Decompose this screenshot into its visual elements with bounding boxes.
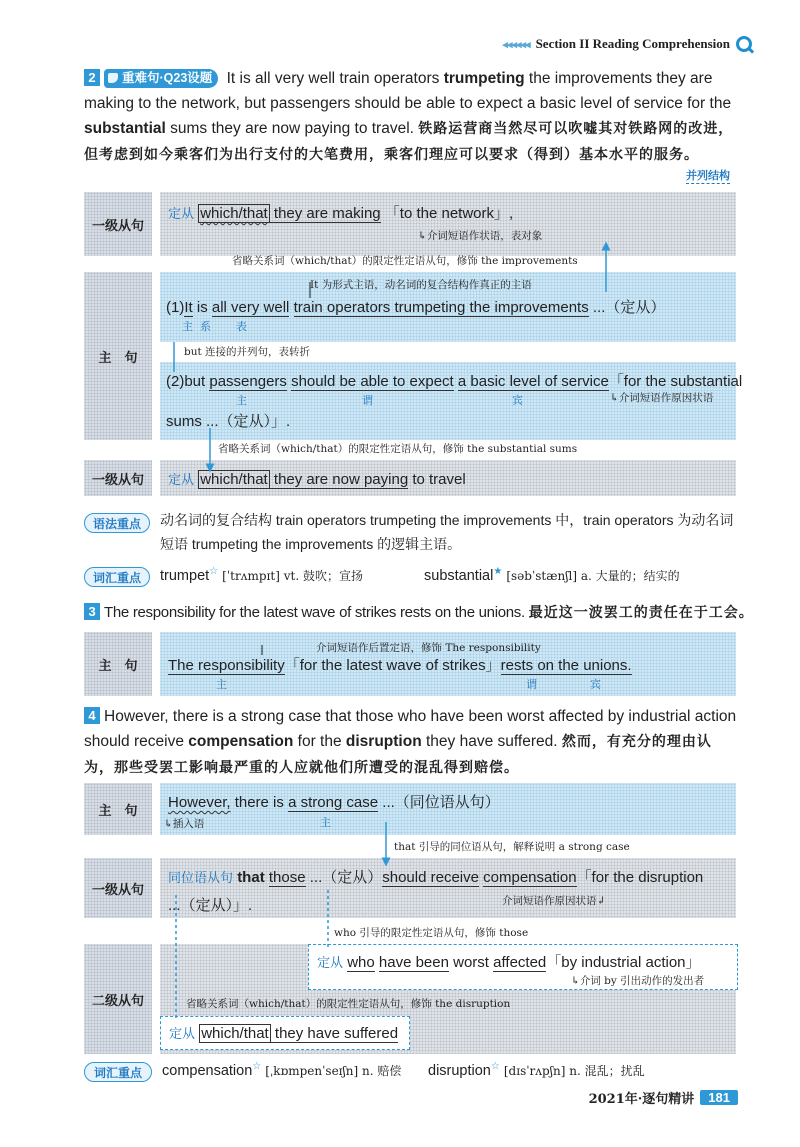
object: a basic level of service bbox=[457, 373, 609, 390]
clause-text: there is bbox=[230, 794, 289, 811]
clause-text: 「for the substantial bbox=[608, 373, 743, 390]
phonetic: [ˈtrʌmpɪt] bbox=[222, 569, 280, 583]
keyword: compensation bbox=[188, 733, 294, 750]
level-label: 主 句 bbox=[84, 783, 152, 835]
object: on the unions. bbox=[533, 657, 632, 674]
subject: those bbox=[268, 869, 306, 886]
page-number: 181 bbox=[700, 1090, 738, 1105]
subject: passengers bbox=[209, 373, 287, 390]
footer-text: 2021年·逐句精讲 bbox=[588, 1092, 695, 1107]
grammar-focus-label: 语法重点 bbox=[84, 513, 150, 533]
level-label: 一级从句 bbox=[84, 460, 152, 496]
clause-type: 定从 bbox=[317, 956, 344, 971]
annotation: ↳介词短语作状语，表对象 bbox=[418, 230, 543, 242]
clause-text: 「for the disruption bbox=[576, 869, 704, 886]
annotation: who 引导的限定性定语从句，修饰 those bbox=[334, 927, 529, 939]
phonetic: [dɪsˈrʌpʃn] bbox=[503, 1064, 566, 1078]
vocab-word: trumpet bbox=[160, 568, 210, 584]
predicate: have been bbox=[378, 954, 449, 971]
relative-word: which/that bbox=[200, 471, 268, 488]
definition: a. 大量的；结实的 bbox=[577, 569, 680, 583]
predicative: all very well bbox=[211, 299, 290, 316]
level-label: 一级从句 bbox=[84, 192, 152, 256]
clause-text: ...（定从）」. bbox=[168, 897, 253, 914]
annotation: but 连接的并列句，表转折 bbox=[184, 346, 311, 358]
grammar-mark: 表 bbox=[236, 320, 247, 333]
conjunction: that bbox=[237, 869, 265, 886]
definition: n. 混乱；扰乱 bbox=[565, 1064, 645, 1078]
grammar-mark: 主 bbox=[236, 394, 247, 407]
clause-text: to travel bbox=[408, 471, 466, 488]
arrows-icon: ◂◂◂◂◂◂ bbox=[502, 38, 530, 51]
translation: 铁路运营商当然尽可以吹嘘其对铁路网的改进，但考虑到如今乘客们为出行支付的大笔费用，乘客们理应可以要求（得到）基本水平的服务。 bbox=[84, 121, 734, 163]
clause-type: 定从 bbox=[168, 473, 195, 488]
annotation: It 为形式主语，动名词的复合结构作真正的主语 bbox=[310, 279, 532, 291]
clause-text: sums ...（定从）」. bbox=[166, 413, 291, 430]
note-text: 介词短语作状语，表对象 bbox=[426, 230, 543, 242]
level-label: 二级从句 bbox=[84, 944, 152, 1054]
sentence-number: 2 bbox=[84, 69, 100, 86]
level-label: 主 句 bbox=[84, 272, 152, 440]
subject: The responsibility bbox=[168, 657, 285, 674]
annotation: 省略关系词（which/that）的限定性定语从句，修饰 the improvements bbox=[232, 255, 578, 267]
structure-tag: 并列结构 bbox=[686, 169, 730, 182]
text: sums they are now paying to travel. bbox=[165, 120, 419, 137]
translation: 然而，有充分的理由认为，那些受罢工影响最严重的人应就他们所遭受的混乱得到赔偿。 bbox=[84, 734, 712, 776]
text: The responsibility for the latest wave of strikes rests on the unions. bbox=[104, 604, 529, 621]
note-text: 介词短语作原因状语 bbox=[618, 392, 714, 404]
grammar-mark: 谓 bbox=[526, 678, 537, 691]
clause-text: they are making bbox=[269, 205, 381, 222]
verb: is bbox=[192, 299, 212, 316]
phonetic: [ˌkɒmpenˈseɪʃn] bbox=[265, 1064, 359, 1078]
annotation: 省略关系词（which/that）的限定性定语从句，修饰 the substantial sums bbox=[218, 443, 578, 455]
annotation: ↳介词短语作原因状语 bbox=[610, 392, 714, 404]
note-text: 介词 by 引出动作的发出者 bbox=[579, 975, 705, 987]
grammar-mark: 系 bbox=[200, 320, 211, 333]
relative-word: which/that bbox=[201, 1025, 269, 1042]
relative-word: who bbox=[347, 954, 375, 971]
sentence-number: 3 bbox=[84, 603, 100, 620]
annotation: ↳介词 by 引出动作的发出者 bbox=[571, 975, 705, 987]
clause-type: 定从 bbox=[169, 1027, 196, 1042]
predicate: should receive bbox=[382, 869, 479, 886]
note-text: 插入语 bbox=[172, 818, 205, 830]
grammar-mark: 谓 bbox=[362, 394, 373, 407]
note-text: 介词短语作原因状语 bbox=[502, 895, 597, 907]
star-icon: ☆ bbox=[490, 1061, 500, 1072]
star-icon: ☆ bbox=[252, 1061, 262, 1072]
vocab-word: substantial bbox=[424, 568, 494, 584]
clause-text: 「by industrial action」 bbox=[546, 954, 701, 971]
definition: vt. 鼓吹；宣扬 bbox=[279, 569, 363, 583]
grammar-mark: 主 bbox=[182, 320, 193, 333]
grammar-mark: 宾 bbox=[590, 678, 601, 691]
definition: n. 赔偿 bbox=[358, 1064, 402, 1078]
clause-text: they have suffered bbox=[270, 1025, 399, 1042]
clause-text: (2)but bbox=[166, 373, 210, 390]
difficulty-tag: 重难句·Q23设题 bbox=[104, 69, 218, 88]
level-label: 一级从句 bbox=[84, 858, 152, 918]
clause-text: they are now bbox=[269, 471, 364, 488]
clause-text: ...（同位语从句） bbox=[378, 794, 500, 811]
clause-type: 定从 bbox=[168, 207, 195, 222]
clause-text: paying bbox=[363, 471, 409, 488]
insertion: However, bbox=[168, 794, 231, 811]
subject: It bbox=[184, 299, 193, 316]
vocab-focus-label: 词汇重点 bbox=[84, 567, 150, 587]
star-icon: ★ bbox=[493, 566, 503, 577]
annotation: 介词短语作后置定语，修饰 The responsibility bbox=[316, 642, 541, 654]
phonetic: [səbˈstænʃl] bbox=[506, 569, 578, 583]
text: However, there is a strong case that those who have been worst affected by industrial action should receive bbox=[84, 708, 737, 750]
grammar-mark: 宾 bbox=[512, 394, 523, 407]
vocab-word: disruption bbox=[428, 1063, 491, 1079]
clause-text: ...（定从） bbox=[588, 299, 666, 316]
text: for the bbox=[293, 733, 346, 750]
level-label: 主 句 bbox=[84, 632, 152, 696]
vocab-focus-label: 词汇重点 bbox=[84, 1062, 152, 1082]
annotation: 介词短语作原因状语↲ bbox=[502, 895, 606, 907]
annotation: ↳插入语 bbox=[164, 818, 205, 830]
predicate: should be able to expect bbox=[291, 373, 454, 390]
grammar-note: 动名词的复合结构 train operators trumpeting the improvements 中，train operators 为动名词短语 trumpeting the improvements 的逻辑主语。 bbox=[160, 512, 734, 552]
annotation: 省略关系词（which/that）的限定性定语从句，修饰 the disruption bbox=[186, 998, 511, 1010]
clause-text: worst bbox=[448, 954, 494, 971]
predicate: affected bbox=[493, 954, 547, 971]
text: they have suffered. bbox=[421, 733, 562, 750]
grammar-mark: 主 bbox=[216, 678, 227, 691]
vocab-word: compensation bbox=[162, 1063, 253, 1079]
clause-text: 「to the network」, bbox=[384, 205, 514, 222]
object: compensation bbox=[483, 869, 577, 886]
clause-text: ...（定从） bbox=[305, 869, 383, 886]
star-icon: ☆ bbox=[209, 566, 219, 577]
annotation: that 引导的同位语从句，解释说明 a strong case bbox=[394, 841, 630, 853]
header-title: Section II Reading Comprehension bbox=[535, 36, 730, 51]
modifier: 「for the latest wave of strikes」 bbox=[284, 657, 501, 674]
translation: 最近这一波罢工的责任在于工会。 bbox=[528, 605, 754, 621]
subject: a strong case bbox=[288, 794, 379, 811]
grammar-mark: 主 bbox=[320, 816, 331, 829]
relative-word: which/that bbox=[200, 205, 268, 222]
clause-type: 同位语从句 bbox=[168, 871, 234, 886]
sentence-number: 4 bbox=[84, 707, 100, 724]
keyword: trumpeting bbox=[443, 70, 525, 87]
text: It is all very well train operators bbox=[222, 70, 444, 87]
clause-text: (1) bbox=[166, 299, 185, 316]
predicate: rests bbox=[500, 657, 534, 674]
text: the improvements they are making to the network, but passengers should be able to expect a basic level of service for the bbox=[84, 70, 732, 112]
keyword: substantial bbox=[84, 120, 166, 137]
true-subject: train operators trumpeting the improvements bbox=[293, 299, 589, 316]
keyword: disruption bbox=[345, 733, 422, 750]
